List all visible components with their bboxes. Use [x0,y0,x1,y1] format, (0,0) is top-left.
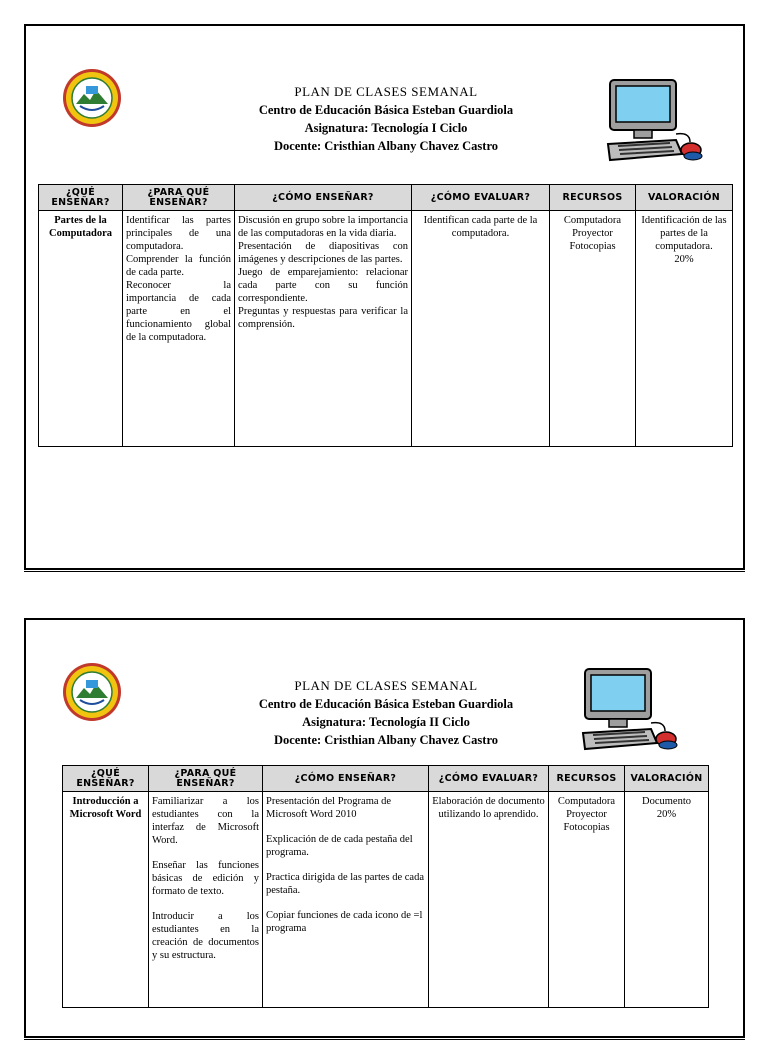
cell-recursos [549,792,625,1008]
resource-item: Proyector [572,228,613,239]
valoracion-text: Identificación de las partes de la computadora. [641,215,727,252]
subject-line: Asignatura: Tecnología II Ciclo [302,715,470,729]
activity-item: Presentación del Programa de Microsoft Word 2010 [266,796,392,820]
activity-item: Explicación de de cada pestaña del programa. [266,834,413,858]
activity-item: Copiar funciones de cada icono de =l programa [266,910,423,934]
activity-item: Presentación de diapositivas con imágenes y descripciones de las partes. [238,241,408,265]
cell-como [263,792,429,1008]
valoracion-percent: 20% [674,254,694,265]
lesson-plan-page-1 [24,24,745,570]
resource-item: Proyector [566,809,607,820]
objective-item: Reconocer la importancia de cada parte en el funcionamiento global de la computadora. [126,280,231,343]
objective-item: Familiarizar a los estudiantes con la interfaz de Microsoft Word. [152,796,259,846]
table-header-row [63,766,709,792]
col-header-evaluar: ¿CÓMO EVALUAR? [429,766,549,792]
cell-como [235,211,412,447]
lesson-table [38,184,733,447]
activity-item: Practica dirigida de las partes de cada pestaña. [266,872,425,896]
objective-item: Introducir a los estudiantes en la creación de documentos y su estructura. [152,911,259,961]
table-row [63,792,709,1008]
plan-header [206,83,566,155]
cell-que: Partes de la Computadora [39,211,123,447]
plan-title: PLAN DE CLASES SEMANAL [294,84,478,99]
col-header-como: ¿CÓMO ENSEÑAR? [235,185,412,211]
valoracion-percent: 20% [656,809,677,820]
col-header-para-que: ¿PARA QUÉ ENSEÑAR? [149,766,263,792]
school-name: Centro de Educación Básica Esteban Guardiola [258,697,514,711]
col-header-como: ¿CÓMO ENSEÑAR? [263,766,429,792]
col-header-valoracion: VALORACIÓN [625,766,709,792]
cell-valoracion [636,211,733,447]
cell-recursos [550,211,636,447]
activity-item: Preguntas y respuestas para verificar la comprensión. [238,306,408,330]
lesson-table [62,765,709,1008]
objective-item: Comprender la función de cada parte. [126,254,231,278]
subject-line: Asignatura: Tecnología I Ciclo [304,121,468,135]
resource-item: Computadora [563,215,622,226]
cell-para-que [123,211,235,447]
objective-item: Enseñar las funciones básicas de edición y formato de texto. [152,860,259,897]
plan-header [206,677,566,749]
school-name: Centro de Educación Básica Esteban Guardiola [258,103,514,117]
school-seal-icon [62,662,122,722]
computer-clipart-icon [579,665,679,755]
col-header-recursos: RECURSOS [550,185,636,211]
col-header-que: ¿QUÉ ENSEÑAR? [63,766,149,792]
table-header-row [39,185,733,211]
objective-item: Identificar las partes principales de una computadora. [126,215,231,252]
col-header-para-que: ¿PARA QUÉ ENSEÑAR? [123,185,235,211]
school-seal-icon [62,68,122,128]
plan-title: PLAN DE CLASES SEMANAL [294,678,478,693]
computer-clipart-icon [604,76,704,166]
resource-item: Computadora [557,796,616,807]
lesson-plan-page-2 [24,618,745,1038]
activity-item: Discusión en grupo sobre la importancia de las computadoras en la vida diaria. [238,215,408,239]
cell-valoracion [625,792,709,1008]
valoracion-text: Documento [642,796,691,807]
teacher-line: Docente: Cristhian Albany Chavez Castro [273,733,499,747]
col-header-recursos: RECURSOS [549,766,625,792]
cell-que: Introducción a Microsoft Word [63,792,149,1008]
col-header-que: ¿QUÉ ENSEÑAR? [39,185,123,211]
col-header-valoracion: VALORACIÓN [636,185,733,211]
col-header-evaluar: ¿CÓMO EVALUAR? [412,185,550,211]
table-row [39,211,733,447]
cell-evaluar: Identifican cada parte de la computadora. [412,211,550,447]
cell-evaluar: Elaboración de documento utilizando lo aprendido. [429,792,549,1008]
resource-item: Fotocopias [569,241,616,252]
teacher-line: Docente: Cristhian Albany Chavez Castro [273,139,499,153]
resource-item: Fotocopias [563,822,610,833]
cell-para-que [149,792,263,1008]
activity-item: Juego de emparejamiento: relacionar cada parte con su función correspondiente. [238,267,408,304]
